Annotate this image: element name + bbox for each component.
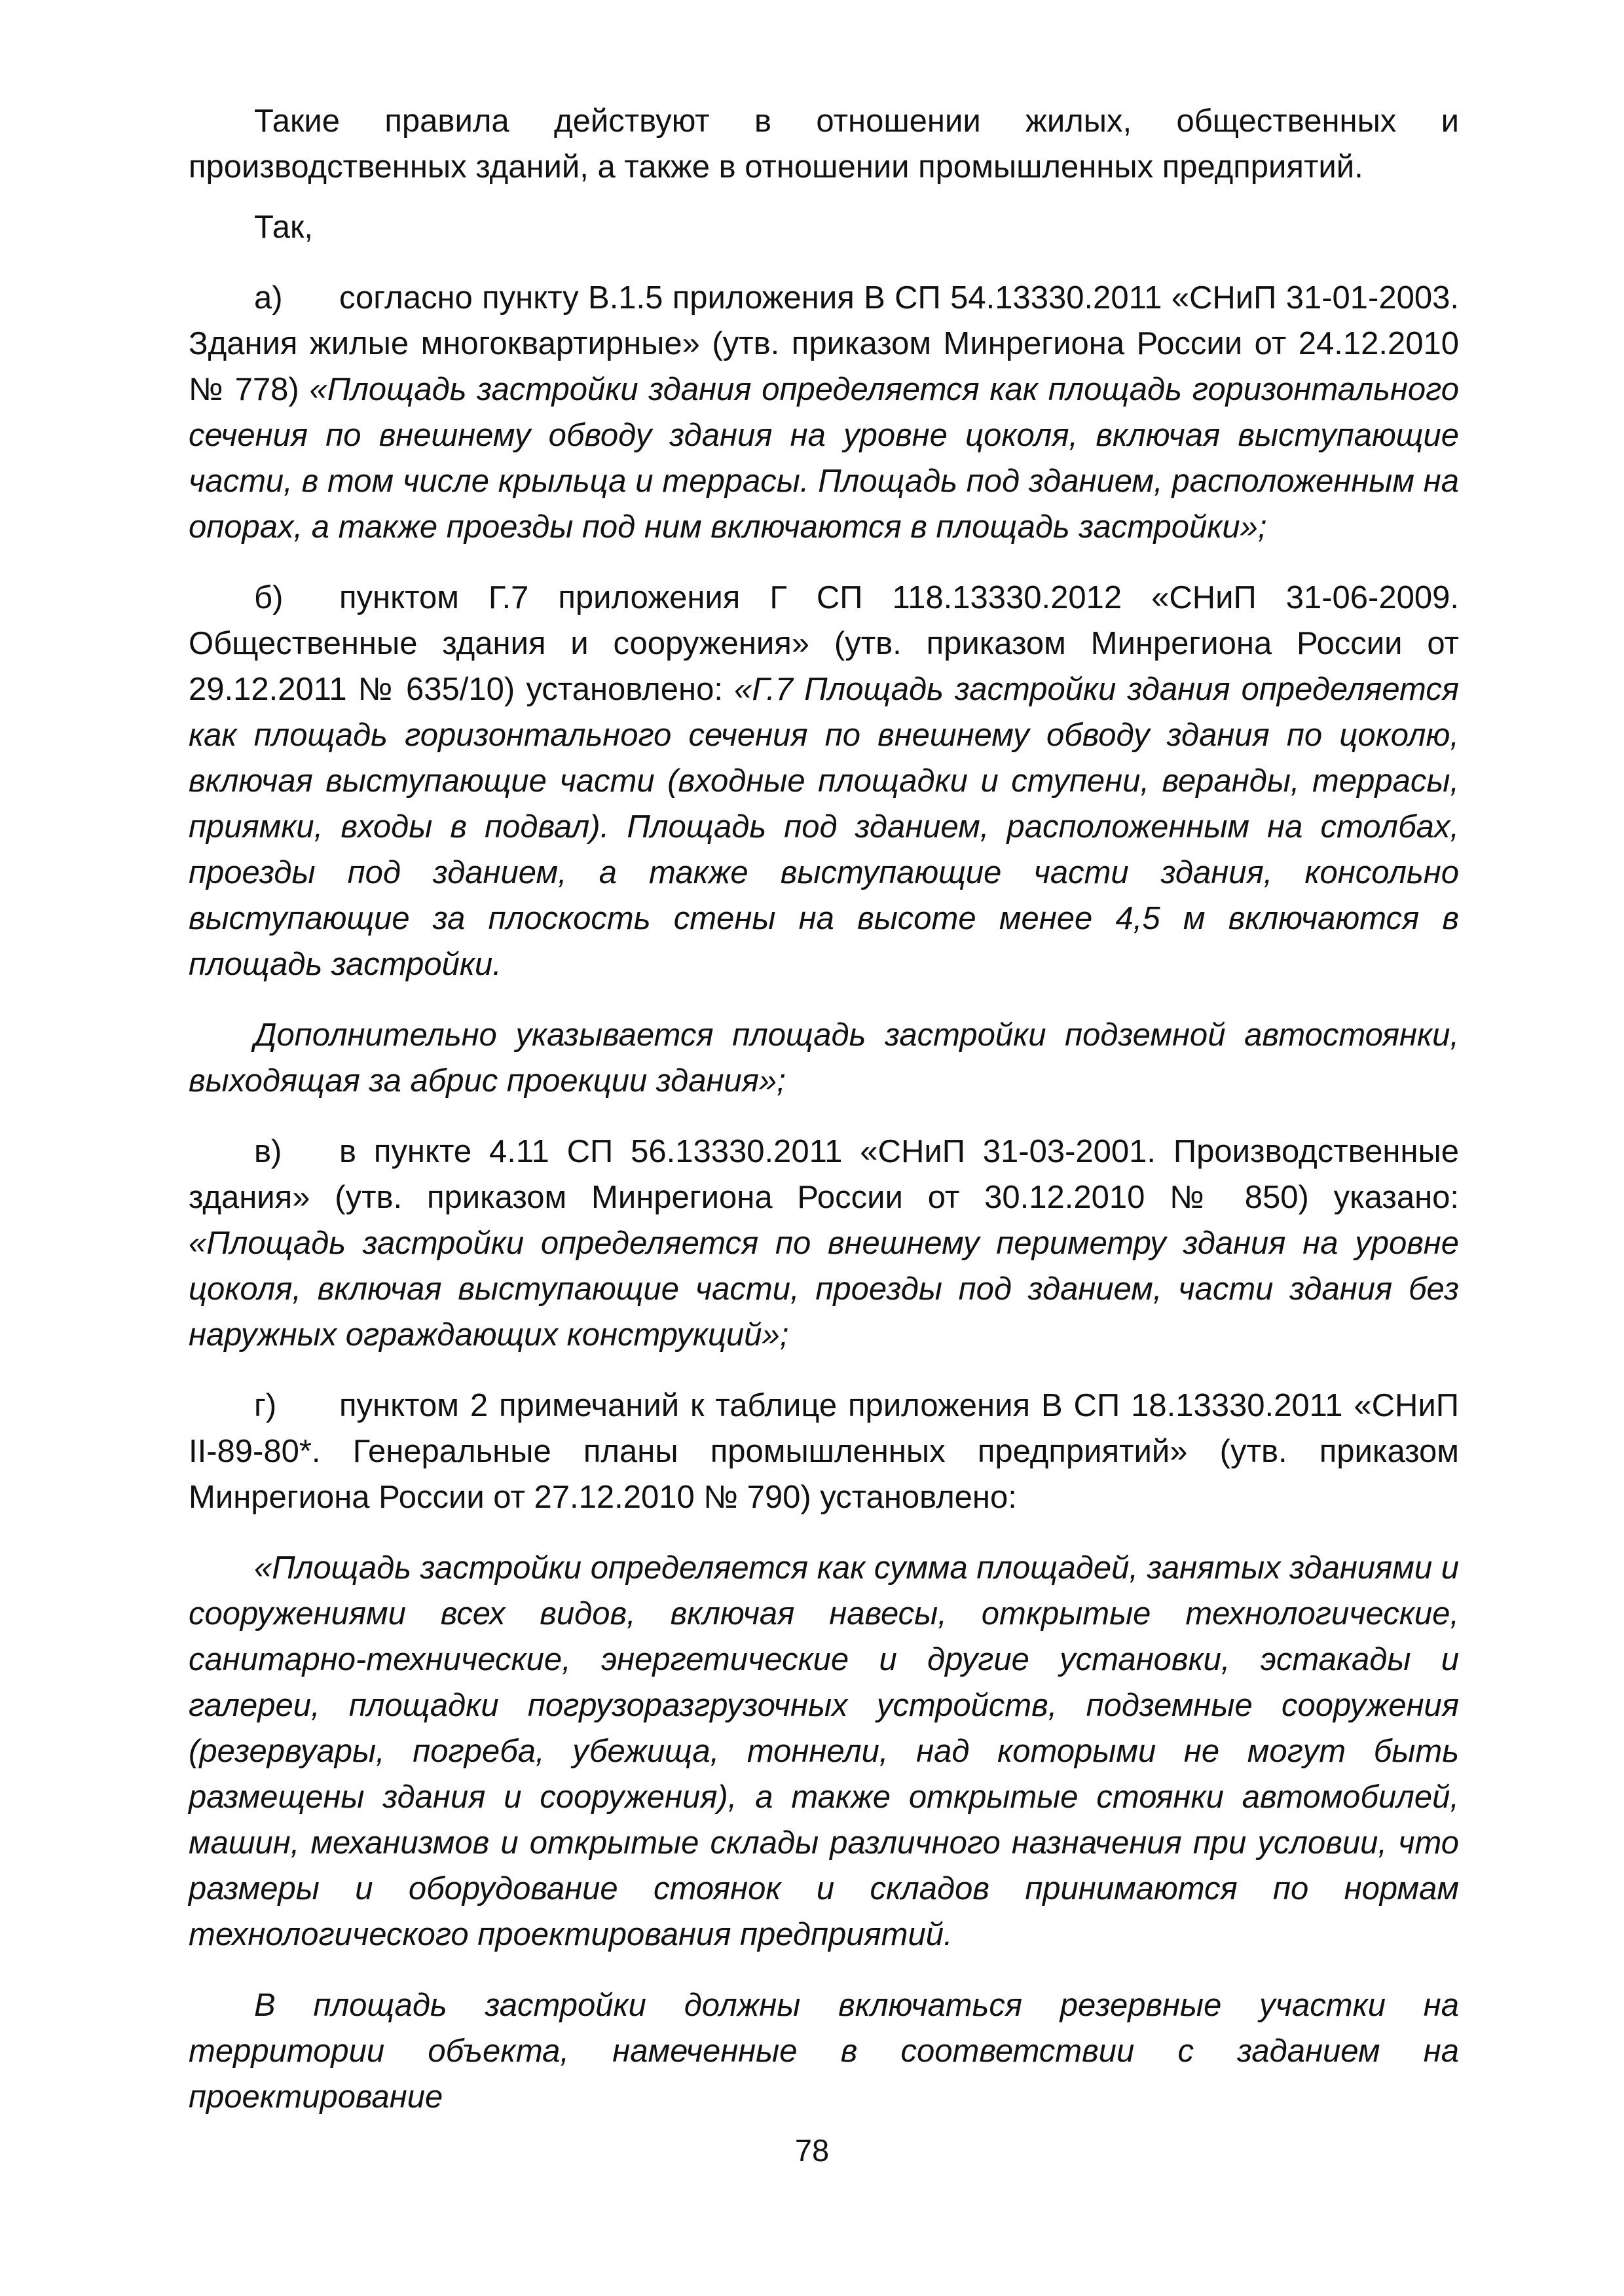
list-marker-v: в) bbox=[254, 1134, 282, 1169]
paragraph-g-continued: В площадь застройки должны включаться резервные участки на территории объекта, намеченные в соответствии с заданием на проектирование bbox=[189, 1988, 1459, 2115]
list-item-a: а) согласно пункту В.1.5 приложения В СП 54.13330.2011 «СНиП 31-01-2003. Здания жилые многоквартирные» (утв. приказом Минрегиона России от 24.12.2010 № 778) «Площадь застройки здания определяется как площадь горизонтального сечения по внешнему обводу здания на уровне цоколя, включая выступающие части, в том числе крыльца и террасы. Площадь под зданием, расположенным на опорах, а также проезды под ним включаются в площадь застройки»; bbox=[189, 275, 1459, 550]
list-item-v: в) в пункте 4.11 СП 56.13330.2011 «СНиП 31-03-2001. Производственные здания» (утв. приказом Минрегиона России от 30.12.2010 № 850) указано: «Площадь застройки определяется по внешнему периметру здания на уровне цоколя, включая выступающие части, проезды под зданием, части здания без наружных ограждающих конструкций»; bbox=[189, 1129, 1459, 1358]
quote-v: «Площадь застройки определяется по внешнему периметру здания на уровне цоколя, включая выступающие части, проезды под зданием, части здания без наружных ограждающих конструкций»; bbox=[189, 1226, 1459, 1353]
list-marker-a: а) bbox=[254, 280, 283, 316]
list-marker-g: г) bbox=[254, 1388, 277, 1423]
quote-b: «Г.7 Площадь застройки здания определяется как площадь горизонтального сечения по внешнему обводу здания по цоколю, включая выступающие части (входные площадки и ступени, веранды, террасы, приямки, входы в подвал). Площадь под зданием, расположенным на столбах, проезды под зданием, а также выступающие части здания, консольно выступающие за плоскость стены на высоте менее 4,5 м включаются в площадь застройки. bbox=[189, 672, 1459, 982]
paragraph-intro: Такие правила действуют в отношении жилых, общественных и производственных зданий, а также в отношении промышленных предприятий. bbox=[189, 103, 1459, 185]
quote-g: «Площадь застройки определяется как сумма площадей, занятых зданиями и сооружениями всех видов, включая навесы, открытые технологические, санитарно-технические, энергетические и другие установки, эстакады и галереи, площадки погрузоразгрузочных устройств, подземные сооружения (резервуары, погреба, убежища, тоннели, над которыми не могут быть размещены здания и сооружения), а также открытые стоянки автомобилей, машин, механизмов и открытые склады различного назначения при условии, что размеры и оборудование стоянок и складов принимаются по нормам технологического проектирования предприятий. bbox=[189, 1550, 1459, 1952]
quote-a: «Площадь застройки здания определяется как площадь горизонтального сечения по внешнему обводу здания на уровне цоколя, включая выступающие части, в том числе крыльца и террасы. Площадь под зданием, расположенным на опорах, а также проезды под ним включаются в площадь застройки»; bbox=[189, 372, 1459, 545]
list-item-b: б) пунктом Г.7 приложения Г СП 118.13330.2012 «СНиП 31-06-2009. Общественные здания и сооружения» (утв. приказом Минрегиона России от 29.12.2011 № 635/10) установлено: «Г.7 Площадь застройки здания определяется как площадь горизонтального сечения по внешнему обводу здания по цоколю, включая выступающие части (входные площадки и ступени, веранды, террасы, приямки, входы в подвал). Площадь под зданием, расположенным на столбах, проезды под зданием, а также выступающие части здания, консольно выступающие за плоскость стены на высоте менее 4,5 м включаются в площадь застройки. bbox=[189, 575, 1459, 987]
page-number: 78 bbox=[794, 2133, 830, 2168]
paragraph-b-continued: Дополнительно указывается площадь застройки подземной автостоянки, выходящая за абрис проекции здания»; bbox=[189, 1017, 1459, 1099]
document-page bbox=[189, 98, 1459, 2120]
list-marker-b: б) bbox=[254, 580, 284, 615]
list-item-g: г) пунктом 2 примечаний к таблице приложения В СП 18.13330.2011 «СНиП II-89-80*. Генеральные планы промышленных предприятий» (утв. приказом Минрегиона России от 27.12.2010 № 790) установлено: bbox=[189, 1383, 1459, 1520]
paragraph-tak: Так, bbox=[254, 210, 314, 245]
